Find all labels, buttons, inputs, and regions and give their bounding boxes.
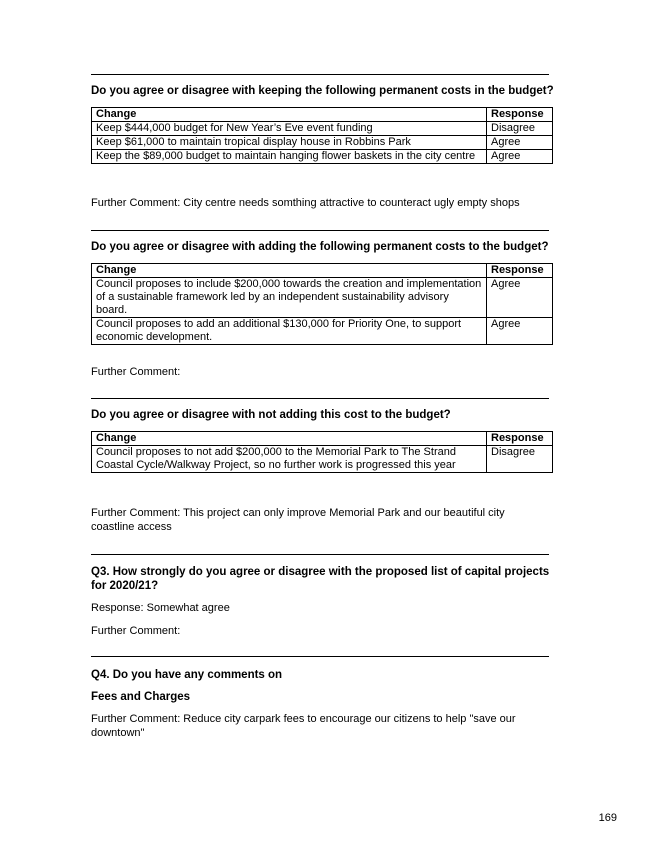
section-question: Do you agree or disagree with not adding this cost to the budget? (91, 409, 451, 421)
response-table (91, 431, 553, 473)
divider (91, 74, 549, 75)
divider (91, 398, 549, 399)
column-header-response: Response (487, 108, 553, 122)
change-cell: Keep $444,000 budget for New Year’s Eve event funding (92, 122, 487, 136)
q4-subheading: Fees and Charges (91, 691, 191, 703)
response-cell: Disagree (487, 122, 553, 136)
q4-question: Q4. Do you have any comments on (91, 669, 283, 681)
table-row (92, 318, 553, 345)
table-row (92, 150, 553, 164)
response-cell: Agree (487, 318, 553, 345)
change-cell: Keep the $89,000 budget to maintain hanging flower baskets in the city centre (92, 150, 487, 164)
change-cell: Council proposes to not add $200,000 to the Memorial Park to The Strand Coastal Cycle/Walkway Project, so no further work is progressed this year (92, 446, 487, 473)
change-cell: Council proposes to include $200,000 towards the creation and implementation of a sustainable framework led by an independent sustainability advisory board. (92, 278, 487, 318)
table-row (92, 278, 553, 318)
further-comment: Further Comment: This project can only improve Memorial Park and our beautiful city coastline access (91, 507, 505, 533)
response-table (91, 263, 553, 345)
section-question: Do you agree or disagree with adding the following permanent costs to the budget? (91, 241, 549, 253)
change-cell: Council proposes to add an additional $130,000 for Priority One, to support economic development. (92, 318, 487, 345)
table-header-row (92, 432, 553, 446)
further-comment: Further Comment: City centre needs somthing attractive to counteract ugly empty shops (91, 197, 520, 209)
divider (91, 554, 549, 555)
change-cell: Keep $61,000 to maintain tropical display house in Robbins Park (92, 136, 487, 150)
column-header-change: Change (92, 264, 487, 278)
table-header-row (92, 108, 553, 122)
divider (91, 230, 549, 231)
response-table (91, 107, 553, 164)
column-header-change: Change (92, 432, 487, 446)
column-header-response: Response (487, 432, 553, 446)
q3-response: Response: Somewhat agree (91, 602, 230, 614)
q4-comment: Further Comment: Reduce city carpark fees to encourage our citizens to help "save our downtown" (91, 713, 516, 739)
page-number: 169 (598, 812, 617, 824)
divider (91, 656, 549, 657)
column-header-change: Change (92, 108, 487, 122)
response-cell: Disagree (487, 446, 553, 473)
q3-question: Q3. How strongly do you agree or disagree with the proposed list of capital projects for 2020/21? (91, 566, 550, 592)
table-row (92, 122, 553, 136)
section-question: Do you agree or disagree with keeping the following permanent costs in the budget? (91, 85, 554, 97)
table-row (92, 136, 553, 150)
table-header-row (92, 264, 553, 278)
response-cell: Agree (487, 278, 553, 318)
response-cell: Agree (487, 136, 553, 150)
q3-comment: Further Comment: (91, 625, 181, 637)
response-cell: Agree (487, 150, 553, 164)
further-comment: Further Comment: (91, 366, 181, 378)
column-header-response: Response (487, 264, 553, 278)
table-row (92, 446, 553, 473)
